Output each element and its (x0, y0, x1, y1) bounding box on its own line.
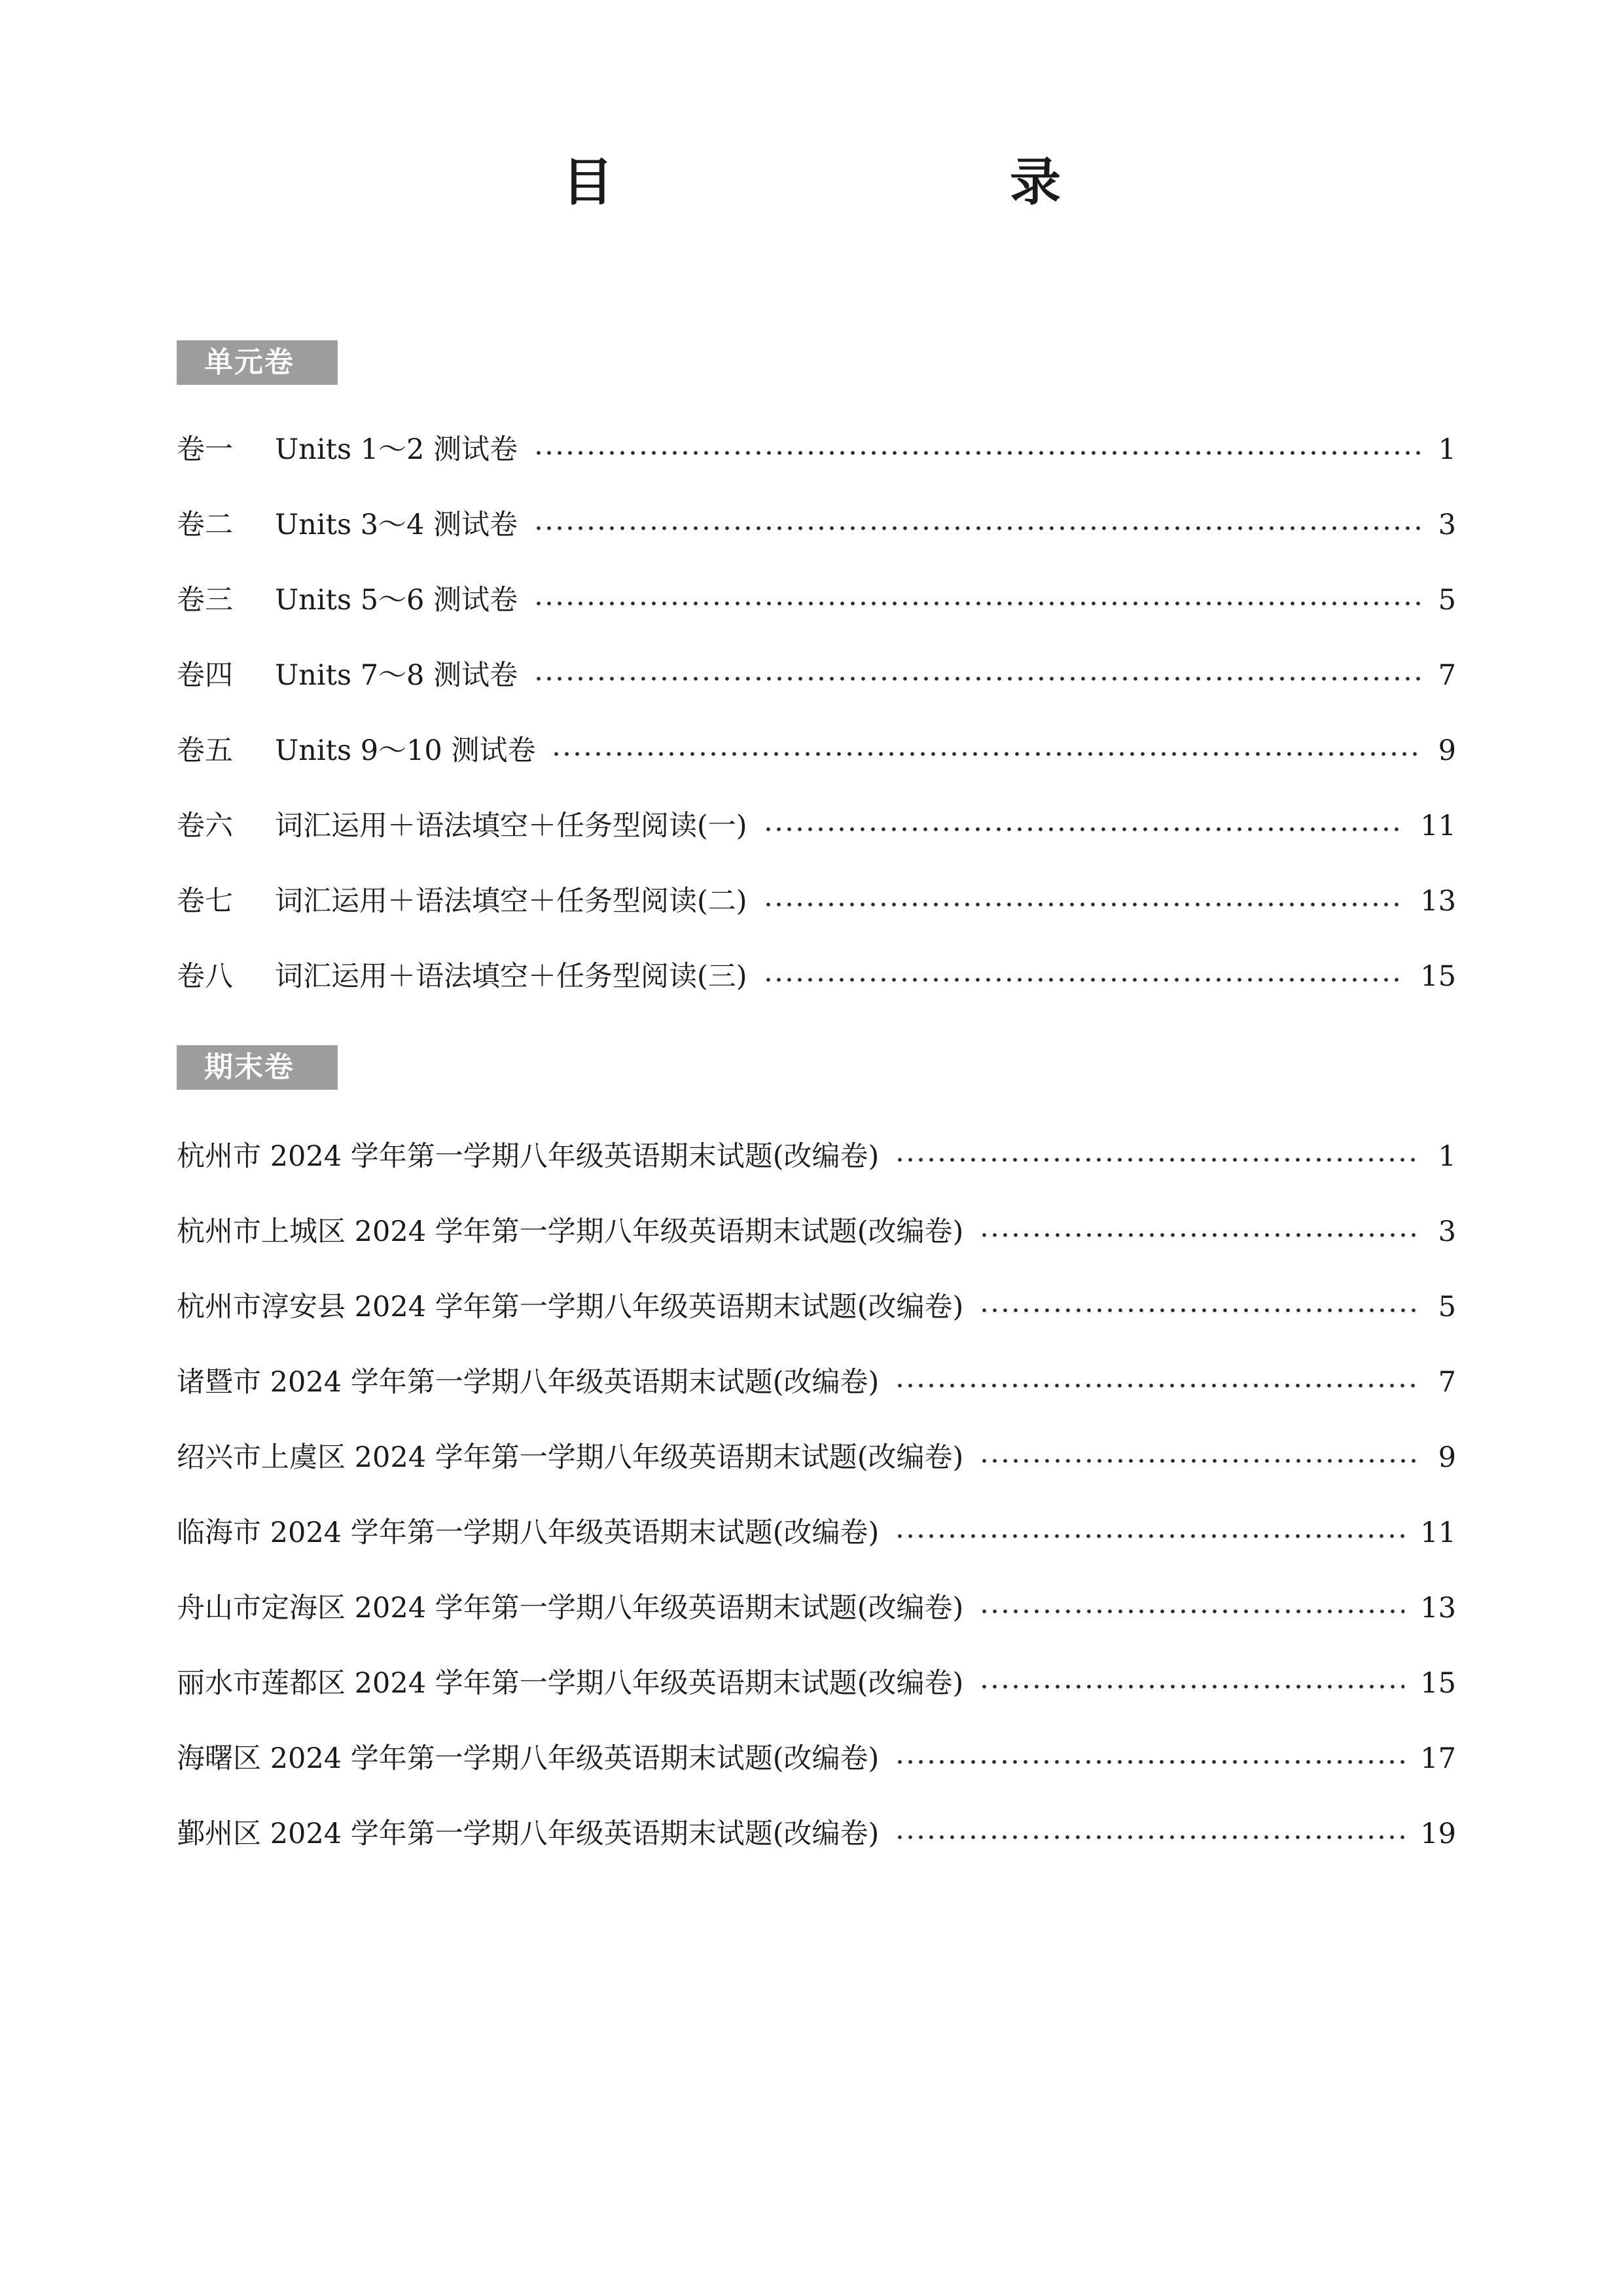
toc-entry-title: 绍兴市上虞区 2024 学年第一学期八年级英语期末试题(改编卷) (177, 1441, 964, 1474)
toc-entry-page: 19 (1420, 1818, 1456, 1850)
dot-leader (895, 1157, 1421, 1162)
toc-entry-title: Units 7～8 测试卷 (275, 659, 518, 692)
dot-leader (979, 1609, 1404, 1614)
toc-entry[interactable] (177, 1119, 1456, 1194)
toc-entry-number: 卷七 (177, 885, 233, 918)
toc-entry[interactable] (177, 1420, 1456, 1496)
final-exams-list (177, 1119, 1456, 1872)
toc-entry-page: 1 (1438, 433, 1456, 466)
toc-entry[interactable] (177, 713, 1456, 789)
dot-leader (895, 1835, 1404, 1840)
toc-entry-page: 5 (1438, 584, 1456, 617)
page-title: 目 录 (562, 152, 1159, 212)
dot-leader (763, 902, 1405, 907)
toc-entry-number: 卷一 (177, 433, 233, 466)
toc-entry-page: 13 (1420, 885, 1456, 918)
dot-leader (533, 526, 1421, 531)
toc-entry[interactable] (177, 488, 1456, 563)
dot-leader (895, 1759, 1404, 1765)
dot-leader (979, 1684, 1404, 1689)
toc-entry[interactable] (177, 1646, 1456, 1721)
dot-leader (979, 1458, 1421, 1463)
dot-leader (533, 601, 1421, 606)
toc-entry[interactable] (177, 1345, 1456, 1420)
toc-entry-page: 17 (1420, 1742, 1456, 1775)
toc-entry-page: 1 (1438, 1140, 1456, 1173)
toc-entry-title: Units 3～4 测试卷 (275, 509, 518, 541)
toc-entry-number: 卷六 (177, 810, 233, 842)
toc-entry-page: 15 (1420, 1667, 1456, 1700)
toc-entry-title: 海曙区 2024 学年第一学期八年级英语期末试题(改编卷) (177, 1742, 880, 1775)
dot-leader (533, 676, 1421, 681)
toc-entry-page: 11 (1420, 1516, 1456, 1549)
toc-entry-page: 3 (1438, 509, 1456, 541)
toc-entry-title: Units 1～2 测试卷 (275, 433, 518, 466)
toc-entry-title: 词汇运用＋语法填空＋任务型阅读(二) (275, 885, 747, 918)
toc-entry-page: 11 (1420, 810, 1456, 842)
dot-leader (979, 1232, 1421, 1238)
dot-leader (979, 1308, 1421, 1313)
toc-entry-title: 词汇运用＋语法填空＋任务型阅读(一) (275, 810, 747, 842)
toc-entry-number: 卷八 (177, 960, 233, 993)
toc-entry-page: 15 (1420, 960, 1456, 993)
toc-entry[interactable] (177, 1496, 1456, 1571)
toc-entry-title: 临海市 2024 学年第一学期八年级英语期末试题(改编卷) (177, 1516, 880, 1549)
toc-entry[interactable] (177, 412, 1456, 488)
toc-entry[interactable] (177, 1194, 1456, 1270)
dot-leader (533, 450, 1421, 456)
toc-entry-number: 卷四 (177, 659, 233, 692)
unit-tests-list (177, 412, 1456, 1014)
dot-leader (763, 977, 1405, 982)
toc-entry-number: 卷二 (177, 509, 233, 541)
toc-entry-title: 舟山市定海区 2024 学年第一学期八年级英语期末试题(改编卷) (177, 1592, 964, 1624)
toc-entry-page: 5 (1438, 1291, 1456, 1323)
toc-entry-page: 7 (1438, 659, 1456, 692)
section-header-final-exams: 期末卷 (177, 1045, 338, 1090)
toc-entry[interactable] (177, 638, 1456, 713)
toc-entry[interactable] (177, 864, 1456, 939)
dot-leader (895, 1534, 1404, 1539)
toc-entry-title: 杭州市 2024 学年第一学期八年级英语期末试题(改编卷) (177, 1140, 880, 1173)
toc-entry-title: Units 5～6 测试卷 (275, 584, 518, 617)
section-header-unit-tests: 单元卷 (177, 340, 338, 385)
toc-entry-page: 9 (1438, 734, 1456, 767)
toc-entry-title: 丽水市莲都区 2024 学年第一学期八年级英语期末试题(改编卷) (177, 1667, 964, 1700)
toc-entry[interactable] (177, 563, 1456, 638)
toc-entry[interactable] (177, 789, 1456, 864)
toc-entry-number: 卷三 (177, 584, 233, 617)
toc-entry-page: 9 (1438, 1441, 1456, 1474)
toc-entry[interactable] (177, 1797, 1456, 1872)
dot-leader (551, 751, 1421, 757)
toc-entry-page: 7 (1438, 1366, 1456, 1399)
toc-entry-page: 3 (1438, 1215, 1456, 1248)
toc-entry[interactable] (177, 1270, 1456, 1345)
toc-entry[interactable] (177, 1721, 1456, 1797)
dot-leader (763, 827, 1405, 832)
toc-entry-title: 诸暨市 2024 学年第一学期八年级英语期末试题(改编卷) (177, 1366, 880, 1399)
toc-entry-title: 鄞州区 2024 学年第一学期八年级英语期末试题(改编卷) (177, 1818, 880, 1850)
toc-entry-title: 词汇运用＋语法填空＋任务型阅读(三) (275, 960, 747, 993)
toc-entry-page: 13 (1420, 1592, 1456, 1624)
toc-entry[interactable] (177, 1571, 1456, 1646)
toc-entry-title: 杭州市上城区 2024 学年第一学期八年级英语期末试题(改编卷) (177, 1215, 964, 1248)
toc-entry-title: 杭州市淳安县 2024 学年第一学期八年级英语期末试题(改编卷) (177, 1291, 964, 1323)
toc-entry[interactable] (177, 939, 1456, 1014)
dot-leader (895, 1383, 1421, 1388)
toc-entry-title: Units 9～10 测试卷 (275, 734, 536, 767)
toc-entry-number: 卷五 (177, 734, 233, 767)
